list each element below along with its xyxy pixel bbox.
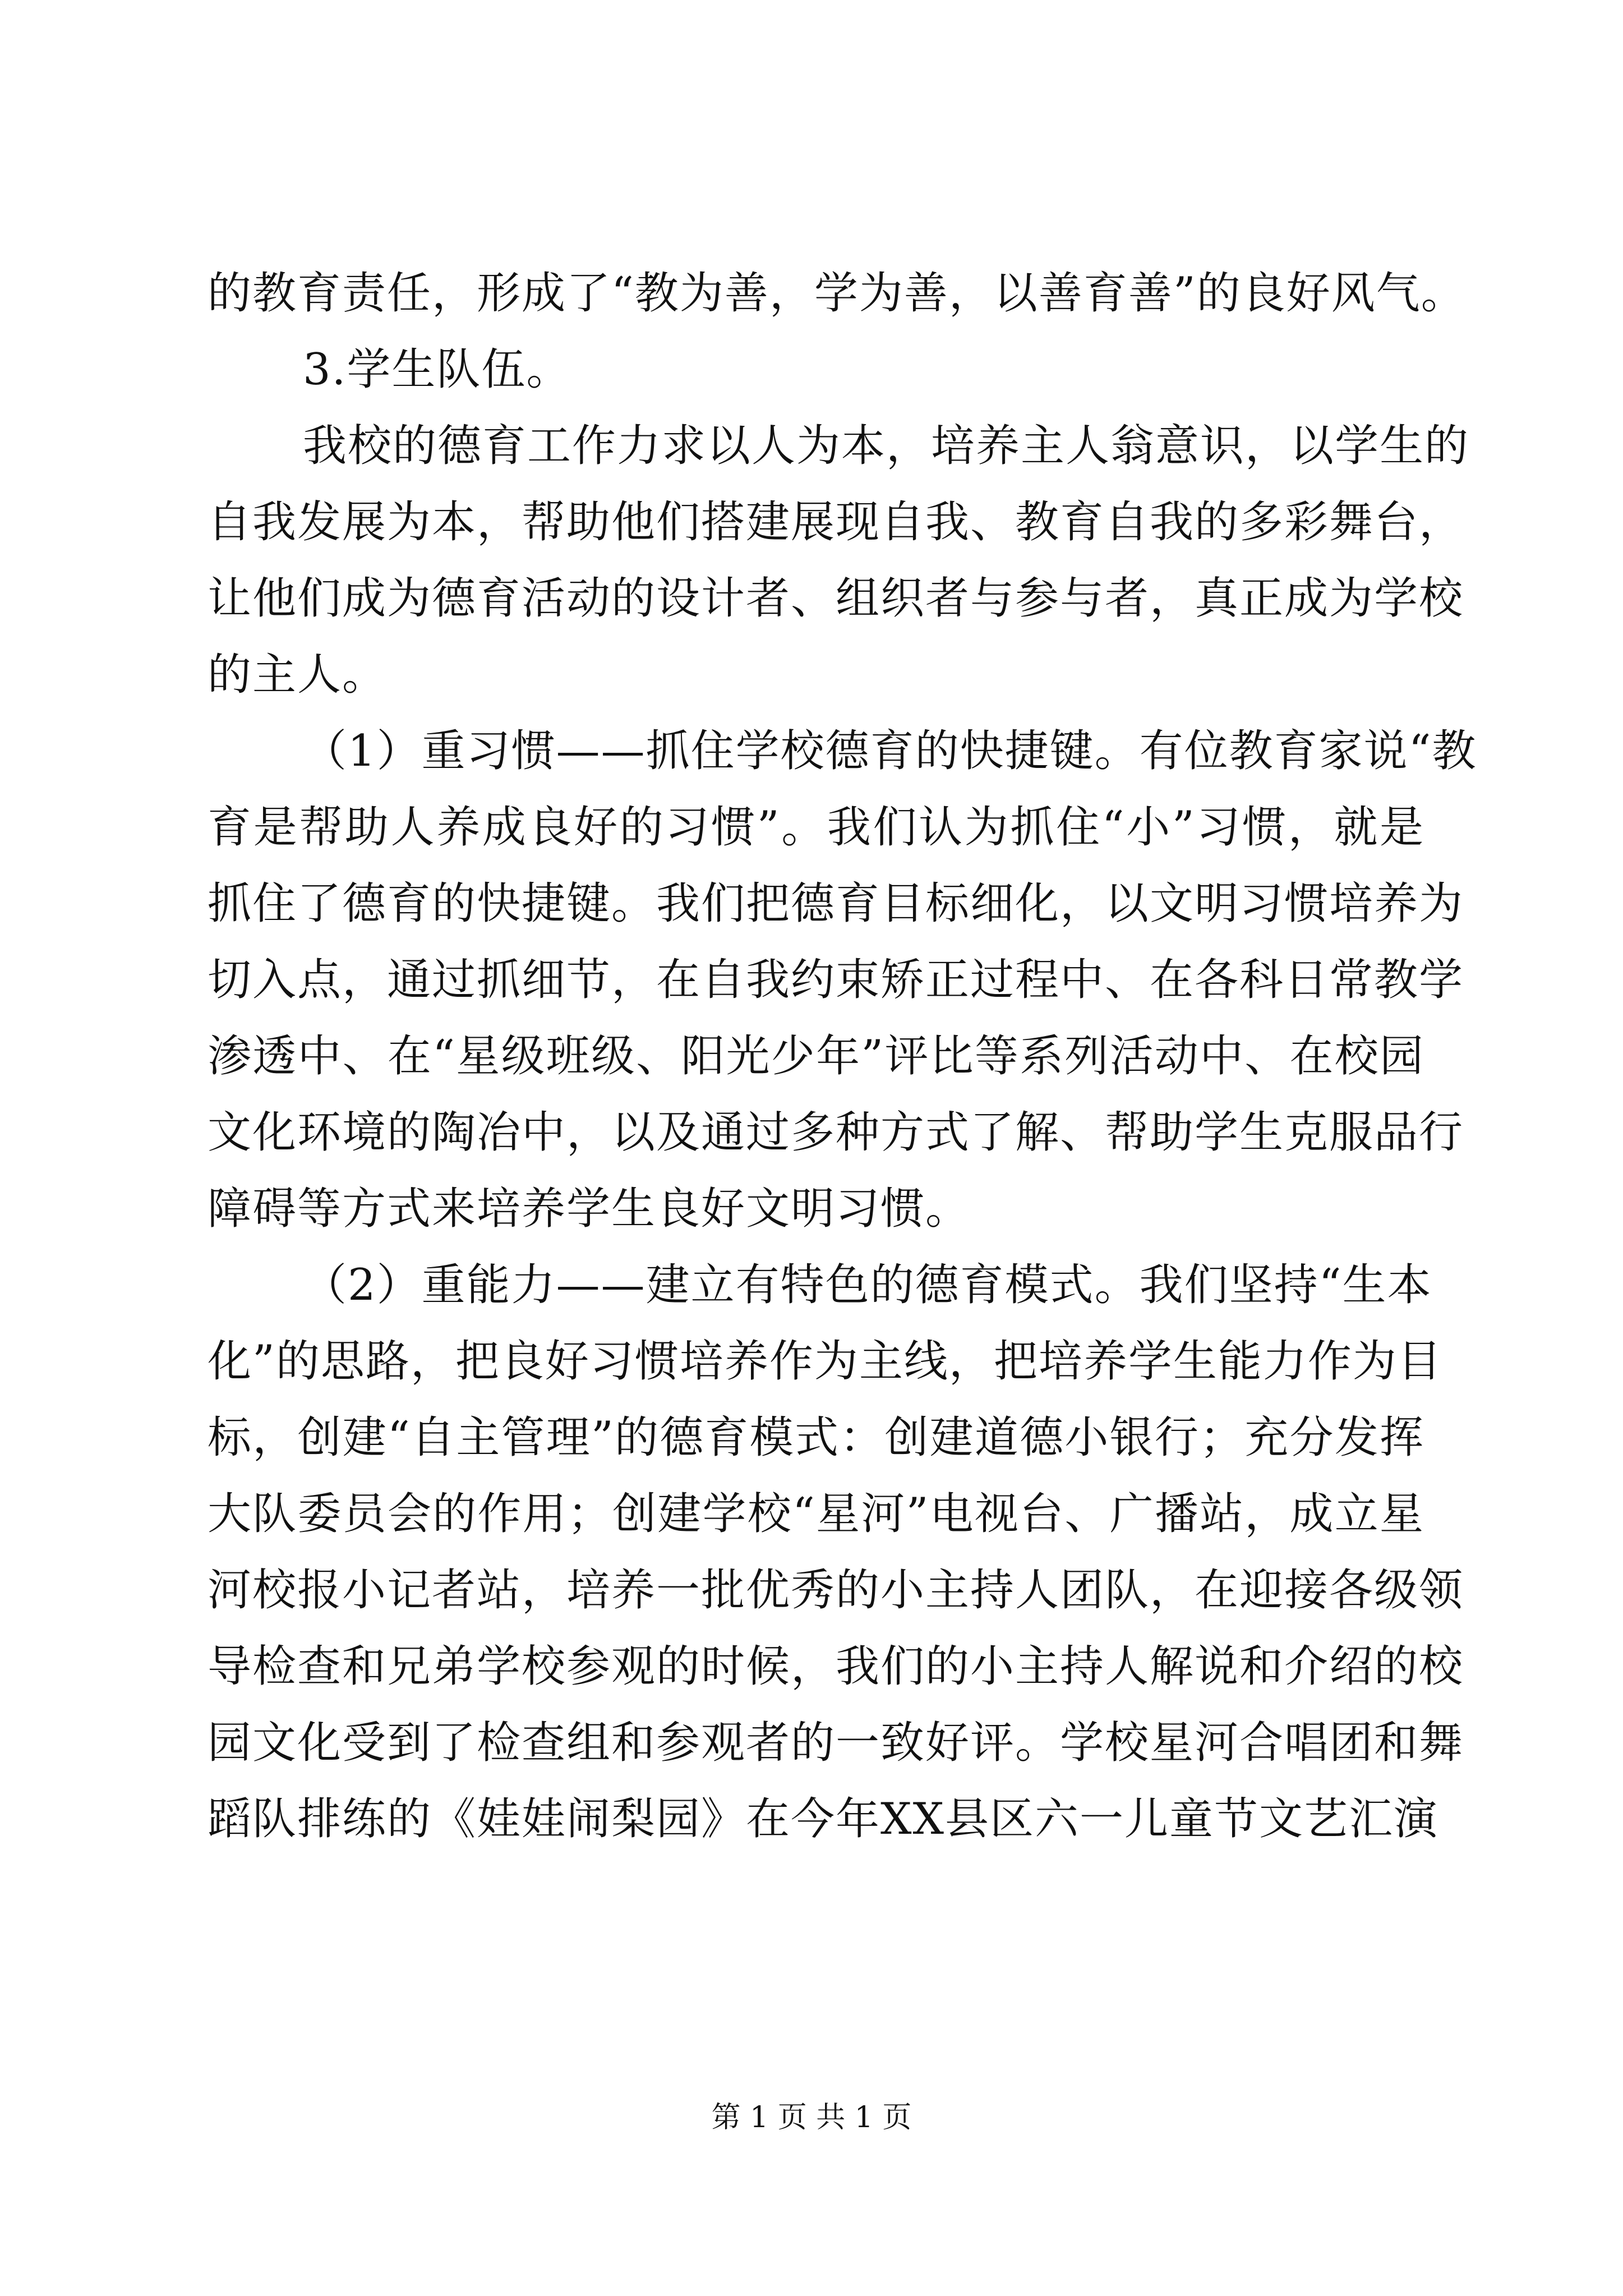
text-line: 导检查和兄弟学校参观的时候，我们的小主持人解说和介绍的校 bbox=[208, 1641, 1464, 1692]
text-line: 化”的思路，把良好习惯培养作为主线，把培养学生能力作为目 bbox=[208, 1336, 1442, 1387]
text-line: 文化环境的陶冶中，以及通过多种方式了解、帮助学生克服品行 bbox=[208, 1107, 1464, 1158]
text-line: 抓住了德育的快捷键。我们把德育目标细化，以文明习惯培养为 bbox=[208, 878, 1464, 929]
text-line: 的主人。 bbox=[208, 650, 388, 700]
text-line: 渗透中、在“星级班级、阳光少年”评比等系列活动中、在校园 bbox=[208, 1031, 1424, 1082]
text-line: （2）重能力——建立有特色的德育模式。我们坚持“生本 bbox=[303, 1260, 1432, 1310]
text-line: 河校报小记者站，培养一批优秀的小主持人团队，在迎接各级领 bbox=[208, 1565, 1464, 1616]
text-line: （1）重习惯——抓住学校德育的快捷键。有位教育家说“教 bbox=[303, 726, 1477, 776]
text-line: 的教育责任，形成了“教为善，学为善，以善育善”的良好风气。 bbox=[208, 268, 1466, 319]
text-line: 标，创建“自主管理”的德育模式：创建道德小银行；充分发挥 bbox=[208, 1412, 1424, 1463]
text-line: 我校的德育工作力求以人为本，培养主人翁意识，以学生的 bbox=[303, 421, 1470, 471]
document-body bbox=[208, 255, 1477, 1857]
text-line: 让他们成为德育活动的设计者、组织者与参与者，真正成为学校 bbox=[208, 573, 1464, 624]
text-line: 自我发展为本，帮助他们搭建展现自我、教育自我的多彩舞台， bbox=[208, 497, 1464, 547]
text-line: 大队委员会的作用；创建学校“星河”电视台、广播站，成立星 bbox=[208, 1489, 1424, 1539]
text-line: 园文化受到了检查组和参观者的一致好评。学校星河合唱团和舞 bbox=[208, 1718, 1464, 1768]
text-line: 育是帮助人养成良好的习惯”。我们认为抓住“小”习惯，就是 bbox=[208, 802, 1424, 853]
text-line: 障碍等方式来培养学生良好文明习惯。 bbox=[208, 1184, 971, 1234]
text-line: 蹈队排练的《娃娃闹梨园》在今年XX县区六一儿童节文艺汇演 bbox=[208, 1794, 1439, 1844]
text-line: 切入点，通过抓细节，在自我约束矫正过程中、在各科日常教学 bbox=[208, 955, 1464, 1005]
text-line: 3.学生队伍。 bbox=[303, 344, 571, 395]
page-footer: 第 1 页 共 1 页 bbox=[711, 2101, 912, 2134]
